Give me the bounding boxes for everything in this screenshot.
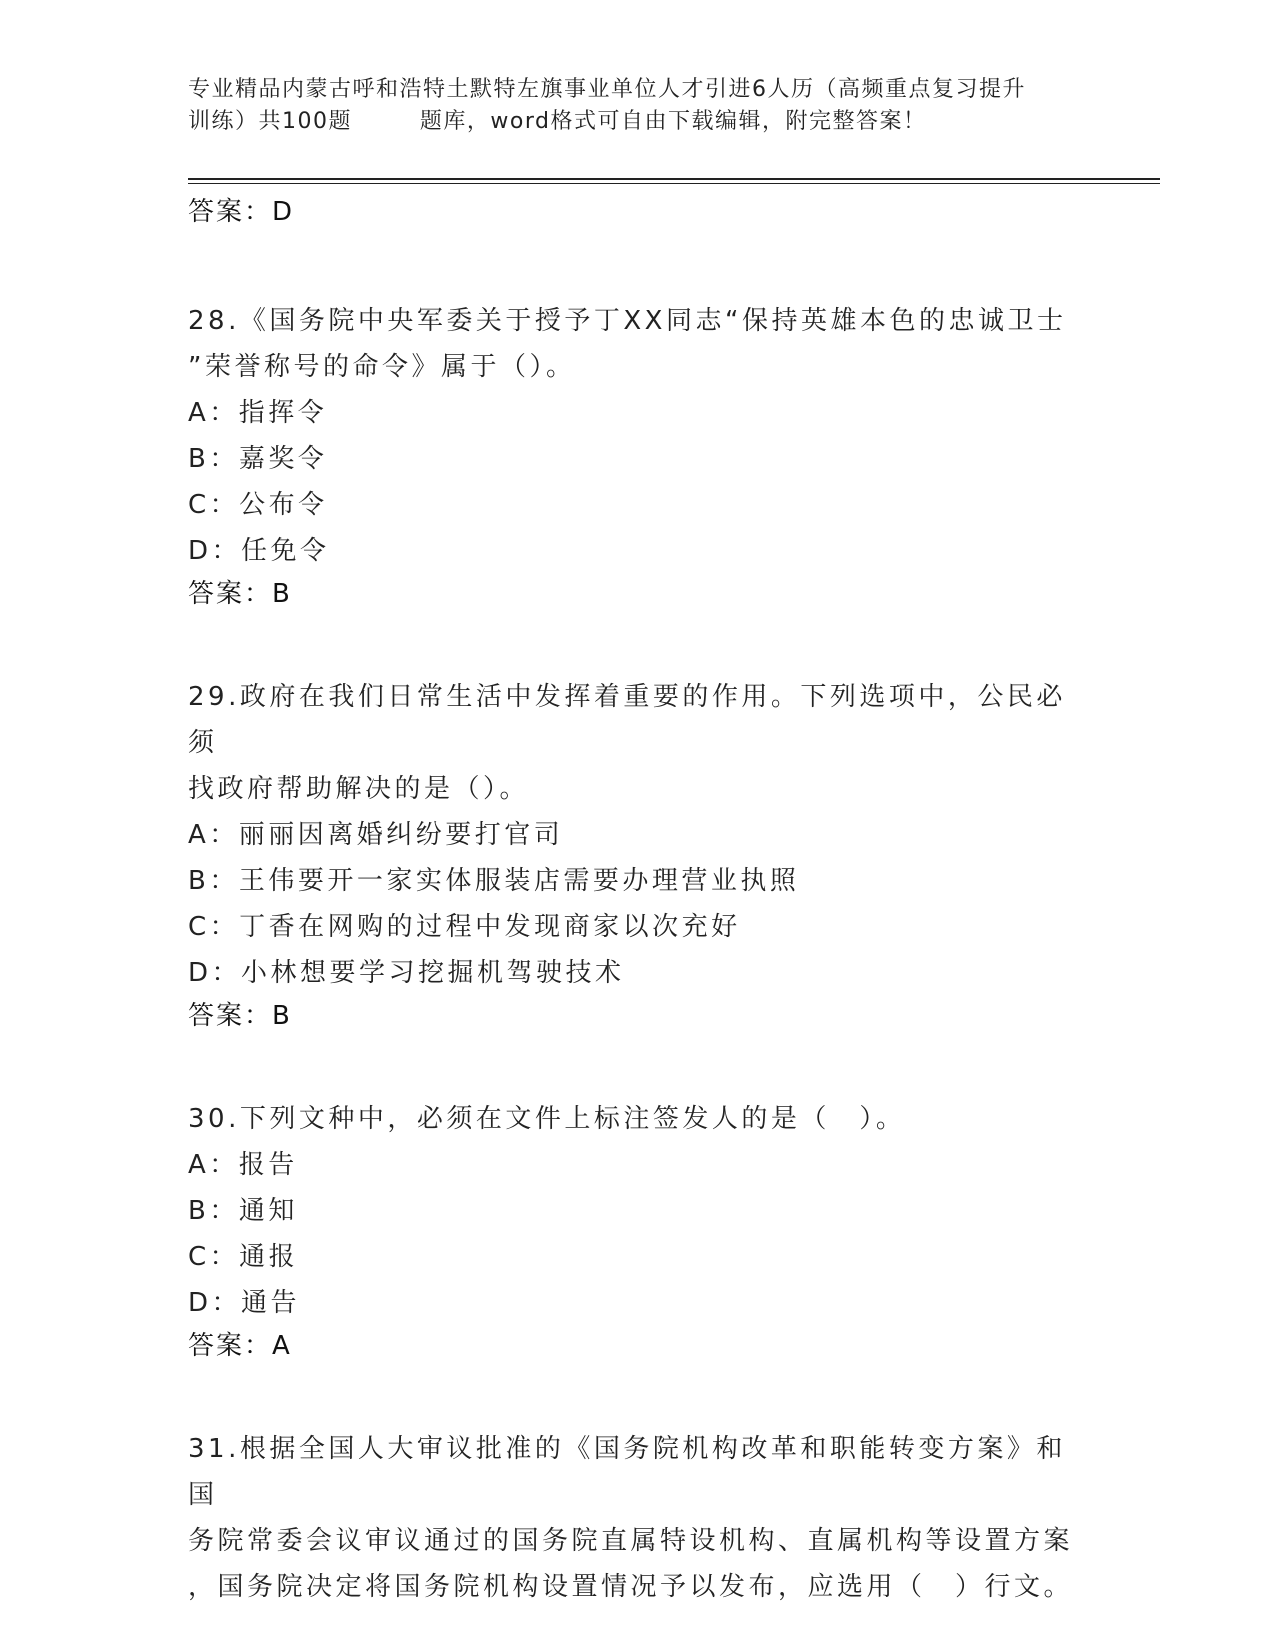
header-title-line1: 专业精品内蒙古呼和浩特土默特左旗事业单位人才引进6人历（高频重点复习提升 — [188, 77, 1026, 102]
question-stem-line: ”荣誉称号的命令》属于（）。 — [188, 352, 576, 382]
spacer — [188, 1366, 1088, 1426]
option-d: D：小林想要学习挖掘机驾驶技术 — [188, 958, 625, 988]
spacer — [188, 614, 1088, 674]
page-header — [188, 74, 1088, 138]
option-c: C：通报 — [188, 1242, 299, 1272]
question-list — [188, 192, 1088, 1610]
option-b: B：嘉奖令 — [188, 444, 328, 474]
header-divider-thin — [188, 183, 1160, 184]
previous-answer: 答案：D — [188, 197, 295, 227]
option-d: D：通告 — [188, 1288, 301, 1318]
question-stem-line: 找政府帮助解决的是（）。 — [188, 774, 530, 804]
question-29 — [188, 674, 1088, 1036]
question-stem-line: 31.根据全国人大审议批准的《国务院机构改革和职能转变方案》和国 — [188, 1434, 1066, 1510]
question-30 — [188, 1096, 1088, 1366]
spacer — [188, 232, 1088, 298]
option-a: A：丽丽因离婚纠纷要打官司 — [188, 820, 564, 850]
answer-line: 答案：A — [188, 1331, 292, 1361]
option-b: B：王伟要开一家实体服装店需要办理营业执照 — [188, 866, 800, 896]
option-d: D：任免令 — [188, 536, 330, 566]
answer-line: 答案：B — [188, 579, 292, 609]
header-title-line2: 训练）共100题 题库，word格式可自由下载编辑，附完整答案！ — [188, 109, 927, 134]
question-stem-line: 务院常委会议审议通过的国务院直属特设机构、直属机构等设置方案 — [188, 1526, 1074, 1556]
spacer — [188, 1036, 1088, 1096]
option-a: A：指挥令 — [188, 398, 328, 428]
header-divider-thick — [188, 178, 1160, 180]
question-stem-line: ，国务院决定将国务院机构设置情况予以发布，应选用（ ）行文。 — [188, 1572, 1074, 1602]
option-c: C：公布令 — [188, 490, 328, 520]
answer-line: 答案：B — [188, 1001, 292, 1031]
question-31 — [188, 1426, 1088, 1610]
question-stem-line: 30.下列文种中，必须在文件上标注签发人的是（ ）。 — [188, 1104, 906, 1134]
question-28 — [188, 298, 1088, 614]
question-stem-line: 29.政府在我们日常生活中发挥着重要的作用。下列选项中，公民必须 — [188, 682, 1066, 758]
question-stem-line: 28.《国务院中央军委关于授予丁XX同志“保持英雄本色的忠诚卫士 — [188, 306, 1067, 336]
option-c: C：丁香在网购的过程中发现商家以次充好 — [188, 912, 741, 942]
option-a: A：报告 — [188, 1150, 298, 1180]
option-b: B：通知 — [188, 1196, 298, 1226]
